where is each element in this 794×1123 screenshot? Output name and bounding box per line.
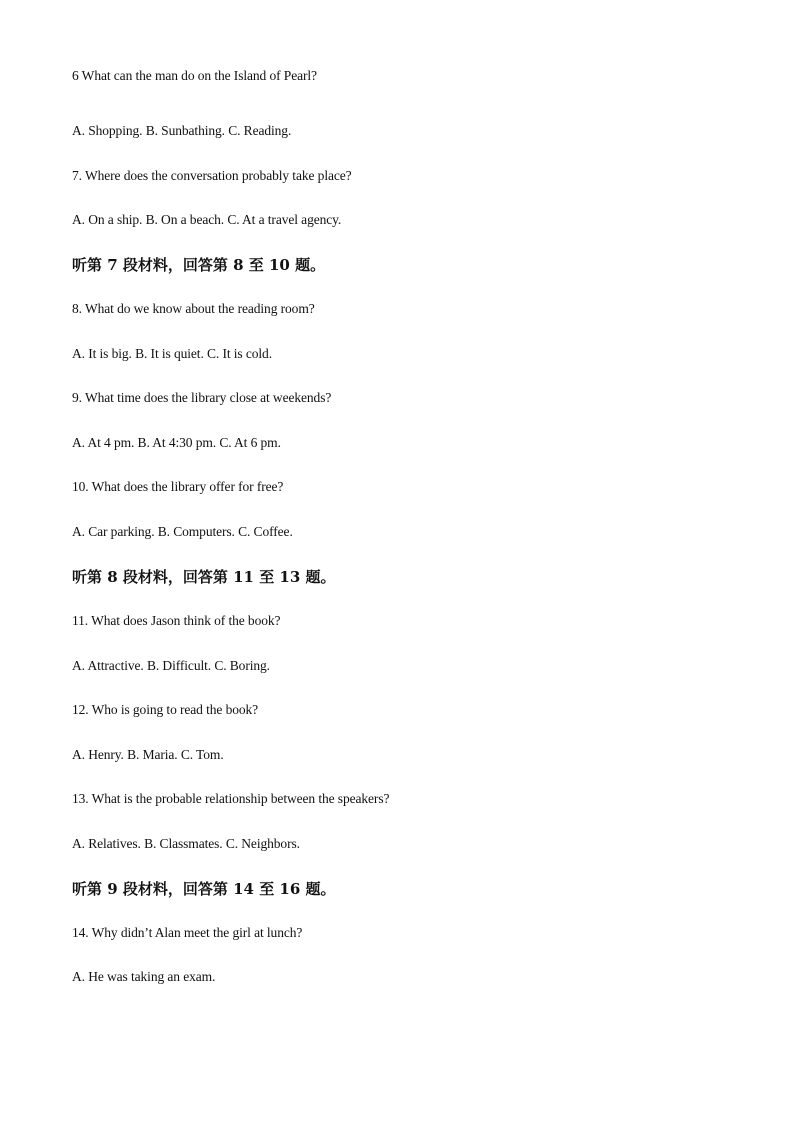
question-7: 7. Where does the conversation probably take place? (72, 168, 352, 183)
question-12: 12. Who is going to read the book? (72, 702, 259, 717)
question-10-options: A. Car parking. B. Computers. C. Coffee. (72, 524, 293, 539)
question-14-options: A. He was taking an exam. (72, 969, 216, 984)
question-12-options: A. Henry. B. Maria. C. Tom. (72, 747, 224, 762)
question-9-options: A. At 4 pm. B. At 4:30 pm. C. At 6 pm. (72, 435, 281, 450)
section-heading-8: 听第 8 段材料，回答第 11 至 13 题。 (72, 568, 336, 586)
question-13: 13. What is the probable relationship between the speakers? (72, 791, 390, 806)
question-6-options: A. Shopping. B. Sunbathing. C. Reading. (72, 123, 292, 138)
question-7-options: A. On a ship. B. On a beach. C. At a travel agency. (72, 212, 342, 227)
section-heading-7: 听第 7 段材料，回答第 8 至 10 题。 (72, 256, 326, 274)
question-13-options: A. Relatives. B. Classmates. C. Neighbors. (72, 836, 300, 851)
section-heading-9: 听第 9 段材料，回答第 14 至 16 题。 (72, 880, 336, 898)
question-10: 10. What does the library offer for free? (72, 479, 284, 494)
question-14: 14. Why didn’t Alan meet the girl at lunch? (72, 925, 303, 940)
question-8-options: A. It is big. B. It is quiet. C. It is cold. (72, 346, 272, 361)
question-8: 8. What do we know about the reading room? (72, 301, 315, 316)
question-9: 9. What time does the library close at weekends? (72, 390, 332, 405)
question-11-options: A. Attractive. B. Difficult. C. Boring. (72, 658, 270, 673)
question-6: 6 What can the man do on the Island of Pearl? (72, 68, 317, 83)
question-11: 11. What does Jason think of the book? (72, 613, 281, 628)
